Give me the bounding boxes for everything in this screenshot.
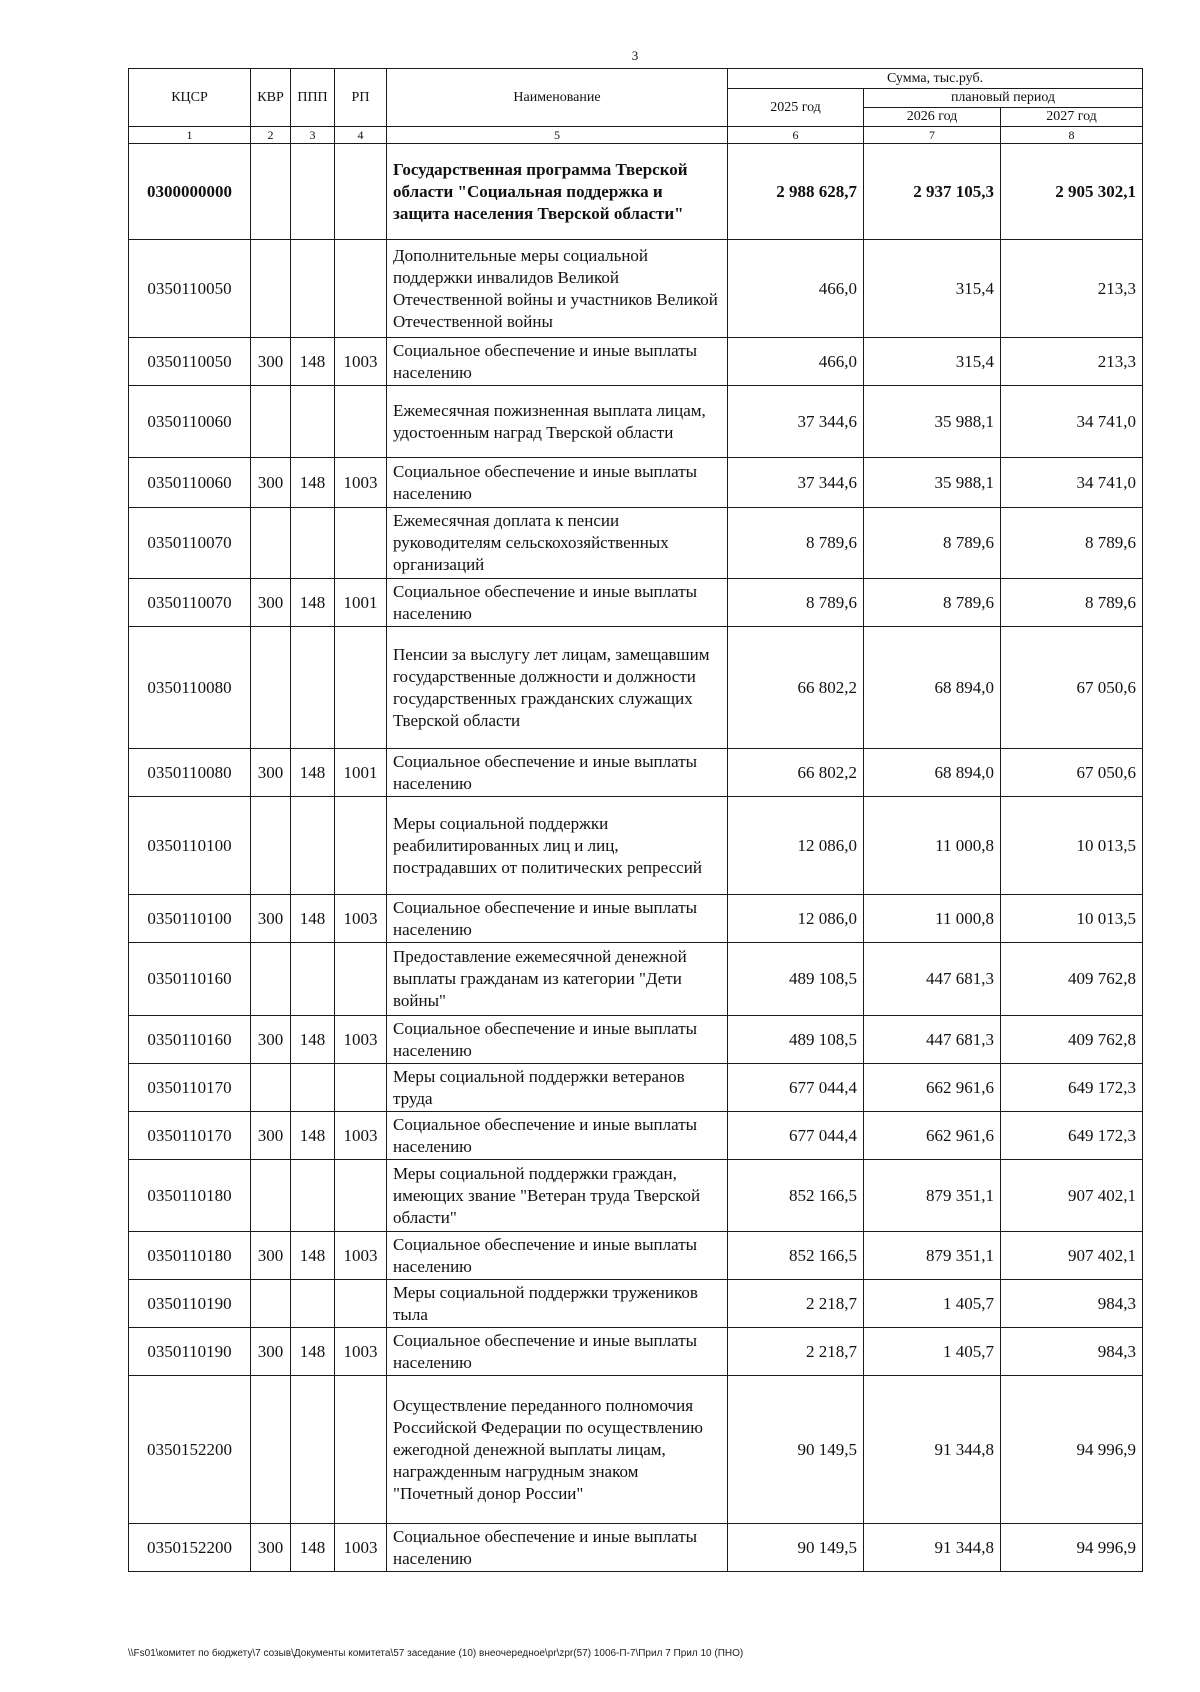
rp-cell (335, 797, 387, 895)
ppp-cell: 148 (291, 579, 335, 627)
kcsr-cell: 0350110190 (129, 1280, 251, 1328)
amount-2027-cell: 8 789,6 (1001, 579, 1143, 627)
header-ppp: ППП (291, 69, 335, 127)
rp-cell: 1003 (335, 338, 387, 386)
amount-2026-cell: 315,4 (864, 240, 1001, 338)
amount-2027-cell: 409 762,8 (1001, 1016, 1143, 1064)
rp-cell: 1001 (335, 579, 387, 627)
amount-2026-cell: 8 789,6 (864, 579, 1001, 627)
amount-2026-cell: 91 344,8 (864, 1524, 1001, 1572)
name-cell: Социальное обеспечение и иные выплаты населению (387, 1112, 728, 1160)
ppp-cell: 148 (291, 749, 335, 797)
ppp-cell (291, 627, 335, 749)
header-rp: РП (335, 69, 387, 127)
name-cell: Ежемесячная пожизненная выплата лицам, удостоенным наград Тверской области (387, 386, 728, 458)
amount-2027-cell: 649 172,3 (1001, 1064, 1143, 1112)
amount-2027-cell: 67 050,6 (1001, 627, 1143, 749)
table-row (129, 508, 1143, 579)
header-name: Наименование (387, 69, 728, 127)
amount-2026-cell: 35 988,1 (864, 458, 1001, 508)
kcsr-cell: 0300000000 (129, 144, 251, 240)
kvr-cell: 300 (251, 579, 291, 627)
amount-2025-cell: 677 044,4 (728, 1064, 864, 1112)
table-row (129, 749, 1143, 797)
name-cell: Социальное обеспечение и иные выплаты населению (387, 895, 728, 943)
amount-2026-cell: 1 405,7 (864, 1280, 1001, 1328)
rp-cell: 1003 (335, 1112, 387, 1160)
amount-2026-cell: 68 894,0 (864, 749, 1001, 797)
amount-2026-cell: 11 000,8 (864, 797, 1001, 895)
table-row (129, 895, 1143, 943)
amount-2027-cell: 2 905 302,1 (1001, 144, 1143, 240)
table-row (129, 627, 1143, 749)
rp-cell: 1003 (335, 1016, 387, 1064)
ppp-cell (291, 797, 335, 895)
amount-2026-cell: 68 894,0 (864, 627, 1001, 749)
rp-cell (335, 240, 387, 338)
amount-2025-cell: 12 086,0 (728, 797, 864, 895)
header-planned-period: плановый период (864, 89, 1143, 108)
ppp-cell: 148 (291, 338, 335, 386)
header-year-2026: 2026 год (864, 108, 1001, 127)
ppp-cell (291, 508, 335, 579)
amount-2025-cell: 66 802,2 (728, 749, 864, 797)
amount-2025-cell: 90 149,5 (728, 1524, 864, 1572)
kvr-cell: 300 (251, 895, 291, 943)
kvr-cell (251, 386, 291, 458)
amount-2026-cell: 91 344,8 (864, 1376, 1001, 1524)
amount-2027-cell: 984,3 (1001, 1328, 1143, 1376)
amount-2025-cell: 37 344,6 (728, 386, 864, 458)
name-cell: Социальное обеспечение и иные выплаты населению (387, 1016, 728, 1064)
page-number: 3 (631, 48, 639, 63)
amount-2027-cell: 10 013,5 (1001, 797, 1143, 895)
kvr-cell (251, 1280, 291, 1328)
column-number: 1 (129, 127, 251, 144)
kcsr-cell: 0350110060 (129, 386, 251, 458)
rp-cell (335, 1064, 387, 1112)
amount-2026-cell: 1 405,7 (864, 1328, 1001, 1376)
name-cell: Осуществление переданного полномочия Российской Федерации по осуществлению ежегодной денежной выплаты лицам, награжденным нагрудным знаком "Почетный донор России" (387, 1376, 728, 1524)
kcsr-cell: 0350110050 (129, 240, 251, 338)
rp-cell: 1003 (335, 1524, 387, 1572)
rp-cell (335, 1280, 387, 1328)
header-sum: Сумма, тыс.руб. (728, 69, 1143, 89)
header-year-2027: 2027 год (1001, 108, 1143, 127)
name-cell: Социальное обеспечение и иные выплаты населению (387, 1524, 728, 1572)
name-cell: Государственная программа Тверской области "Социальная поддержка и защита населения Тверской области" (387, 144, 728, 240)
rp-cell: 1003 (335, 1232, 387, 1280)
amount-2026-cell: 447 681,3 (864, 1016, 1001, 1064)
kcsr-cell: 0350110160 (129, 1016, 251, 1064)
table-row (129, 1112, 1143, 1160)
amount-2027-cell: 409 762,8 (1001, 943, 1143, 1016)
amount-2025-cell: 8 789,6 (728, 508, 864, 579)
rp-cell (335, 1160, 387, 1232)
kcsr-cell: 0350110080 (129, 627, 251, 749)
column-number: 2 (251, 127, 291, 144)
amount-2025-cell: 66 802,2 (728, 627, 864, 749)
table-row (129, 386, 1143, 458)
table-row (129, 943, 1143, 1016)
amount-2026-cell: 879 351,1 (864, 1160, 1001, 1232)
amount-2027-cell: 34 741,0 (1001, 386, 1143, 458)
table-row (129, 1160, 1143, 1232)
ppp-cell (291, 144, 335, 240)
name-cell: Меры социальной поддержки тружеников тыла (387, 1280, 728, 1328)
ppp-cell (291, 240, 335, 338)
amount-2025-cell: 677 044,4 (728, 1112, 864, 1160)
kvr-cell (251, 240, 291, 338)
amount-2027-cell: 213,3 (1001, 240, 1143, 338)
kcsr-cell: 0350110050 (129, 338, 251, 386)
budget-table (128, 68, 1143, 1572)
table-row (129, 1280, 1143, 1328)
amount-2026-cell: 662 961,6 (864, 1112, 1001, 1160)
amount-2026-cell: 35 988,1 (864, 386, 1001, 458)
ppp-cell (291, 1376, 335, 1524)
column-number: 8 (1001, 127, 1143, 144)
ppp-cell: 148 (291, 895, 335, 943)
table-row (129, 458, 1143, 508)
kcsr-cell: 0350110060 (129, 458, 251, 508)
amount-2027-cell: 907 402,1 (1001, 1160, 1143, 1232)
kvr-cell (251, 627, 291, 749)
rp-cell (335, 1376, 387, 1524)
kvr-cell (251, 144, 291, 240)
kvr-cell: 300 (251, 458, 291, 508)
name-cell: Социальное обеспечение и иные выплаты населению (387, 1232, 728, 1280)
ppp-cell: 148 (291, 1328, 335, 1376)
amount-2026-cell: 879 351,1 (864, 1232, 1001, 1280)
amount-2027-cell: 34 741,0 (1001, 458, 1143, 508)
kvr-cell (251, 797, 291, 895)
table-row (129, 1524, 1143, 1572)
header-kcsr: КЦСР (129, 69, 251, 127)
kvr-cell: 300 (251, 1524, 291, 1572)
rp-cell (335, 144, 387, 240)
kvr-cell: 300 (251, 749, 291, 797)
amount-2027-cell: 907 402,1 (1001, 1232, 1143, 1280)
table-row (129, 1064, 1143, 1112)
amount-2025-cell: 489 108,5 (728, 1016, 864, 1064)
ppp-cell: 148 (291, 458, 335, 508)
rp-cell: 1003 (335, 895, 387, 943)
amount-2025-cell: 8 789,6 (728, 579, 864, 627)
kcsr-cell: 0350110180 (129, 1160, 251, 1232)
name-cell: Предоставление ежемесячной денежной выплаты гражданам из категории "Дети войны" (387, 943, 728, 1016)
amount-2027-cell: 649 172,3 (1001, 1112, 1143, 1160)
ppp-cell (291, 943, 335, 1016)
kcsr-cell: 0350110070 (129, 579, 251, 627)
amount-2027-cell: 8 789,6 (1001, 508, 1143, 579)
kvr-cell: 300 (251, 338, 291, 386)
amount-2027-cell: 67 050,6 (1001, 749, 1143, 797)
table-row (129, 1376, 1143, 1524)
kvr-cell: 300 (251, 1328, 291, 1376)
amount-2026-cell: 662 961,6 (864, 1064, 1001, 1112)
amount-2026-cell: 447 681,3 (864, 943, 1001, 1016)
amount-2026-cell: 315,4 (864, 338, 1001, 386)
kcsr-cell: 0350110180 (129, 1232, 251, 1280)
table-row (129, 1232, 1143, 1280)
column-number: 3 (291, 127, 335, 144)
rp-cell: 1003 (335, 458, 387, 508)
column-number: 4 (335, 127, 387, 144)
ppp-cell (291, 1280, 335, 1328)
ppp-cell: 148 (291, 1112, 335, 1160)
name-cell: Меры социальной поддержки ветеранов труда (387, 1064, 728, 1112)
rp-cell (335, 627, 387, 749)
rp-cell (335, 943, 387, 1016)
kvr-cell: 300 (251, 1112, 291, 1160)
name-cell: Социальное обеспечение и иные выплаты населению (387, 1328, 728, 1376)
column-number: 5 (387, 127, 728, 144)
amount-2027-cell: 10 013,5 (1001, 895, 1143, 943)
kvr-cell (251, 1376, 291, 1524)
amount-2025-cell: 466,0 (728, 240, 864, 338)
amount-2025-cell: 489 108,5 (728, 943, 864, 1016)
ppp-cell: 148 (291, 1524, 335, 1572)
name-cell: Социальное обеспечение и иные выплаты населению (387, 579, 728, 627)
rp-cell: 1001 (335, 749, 387, 797)
ppp-cell (291, 1064, 335, 1112)
name-cell: Социальное обеспечение и иные выплаты населению (387, 458, 728, 508)
kcsr-cell: 0350110170 (129, 1112, 251, 1160)
table-row (129, 144, 1143, 240)
amount-2025-cell: 2 218,7 (728, 1328, 864, 1376)
amount-2027-cell: 94 996,9 (1001, 1376, 1143, 1524)
kcsr-cell: 0350110100 (129, 895, 251, 943)
ppp-cell (291, 1160, 335, 1232)
column-number: 7 (864, 127, 1001, 144)
kvr-cell (251, 1064, 291, 1112)
amount-2025-cell: 852 166,5 (728, 1160, 864, 1232)
amount-2026-cell: 11 000,8 (864, 895, 1001, 943)
rp-cell: 1003 (335, 1328, 387, 1376)
table-row (129, 797, 1143, 895)
ppp-cell: 148 (291, 1232, 335, 1280)
name-cell: Пенсии за выслугу лет лицам, замещавшим государственные должности и должности государственных гражданских служащих Тверской области (387, 627, 728, 749)
table-row (129, 1328, 1143, 1376)
kcsr-cell: 0350110100 (129, 797, 251, 895)
amount-2025-cell: 2 218,7 (728, 1280, 864, 1328)
kvr-cell (251, 508, 291, 579)
name-cell: Социальное обеспечение и иные выплаты населению (387, 749, 728, 797)
amount-2026-cell: 8 789,6 (864, 508, 1001, 579)
amount-2025-cell: 2 988 628,7 (728, 144, 864, 240)
kcsr-cell: 0350110070 (129, 508, 251, 579)
kcsr-cell: 0350110080 (129, 749, 251, 797)
table-row (129, 579, 1143, 627)
ppp-cell (291, 386, 335, 458)
amount-2025-cell: 37 344,6 (728, 458, 864, 508)
column-number-row (129, 127, 1143, 144)
rp-cell (335, 508, 387, 579)
kcsr-cell: 0350110170 (129, 1064, 251, 1112)
name-cell: Меры социальной поддержки реабилитированных лиц и лиц, пострадавших от политических репрессий (387, 797, 728, 895)
footer-file-path: \\Fs01\комитет по бюджету\7 созыв\Документы комитета\57 заседание (10) внеочередное\pr\zpr(57) 1006-П-7\Прил 7 Прил 10 (ПНО) (128, 1648, 744, 1659)
table-row (129, 1016, 1143, 1064)
amount-2025-cell: 12 086,0 (728, 895, 864, 943)
table-row (129, 338, 1143, 386)
kcsr-cell: 0350152200 (129, 1376, 251, 1524)
kvr-cell: 300 (251, 1016, 291, 1064)
header-year-2025: 2025 год (728, 89, 864, 127)
amount-2026-cell: 2 937 105,3 (864, 144, 1001, 240)
amount-2027-cell: 984,3 (1001, 1280, 1143, 1328)
name-cell: Меры социальной поддержки граждан, имеющих звание "Ветеран труда Тверской области" (387, 1160, 728, 1232)
column-number: 6 (728, 127, 864, 144)
ppp-cell: 148 (291, 1016, 335, 1064)
rp-cell (335, 386, 387, 458)
kcsr-cell: 0350110190 (129, 1328, 251, 1376)
amount-2025-cell: 852 166,5 (728, 1232, 864, 1280)
amount-2027-cell: 213,3 (1001, 338, 1143, 386)
amount-2025-cell: 466,0 (728, 338, 864, 386)
kvr-cell (251, 943, 291, 1016)
table-row (129, 240, 1143, 338)
name-cell: Ежемесячная доплата к пенсии руководителям сельскохозяйственных организаций (387, 508, 728, 579)
kvr-cell: 300 (251, 1232, 291, 1280)
header-kvr: КВР (251, 69, 291, 127)
kcsr-cell: 0350152200 (129, 1524, 251, 1572)
kcsr-cell: 0350110160 (129, 943, 251, 1016)
amount-2025-cell: 90 149,5 (728, 1376, 864, 1524)
name-cell: Дополнительные меры социальной поддержки инвалидов Великой Отечественной войны и участников Великой Отечественной войны (387, 240, 728, 338)
kvr-cell (251, 1160, 291, 1232)
amount-2027-cell: 94 996,9 (1001, 1524, 1143, 1572)
name-cell: Социальное обеспечение и иные выплаты населению (387, 338, 728, 386)
